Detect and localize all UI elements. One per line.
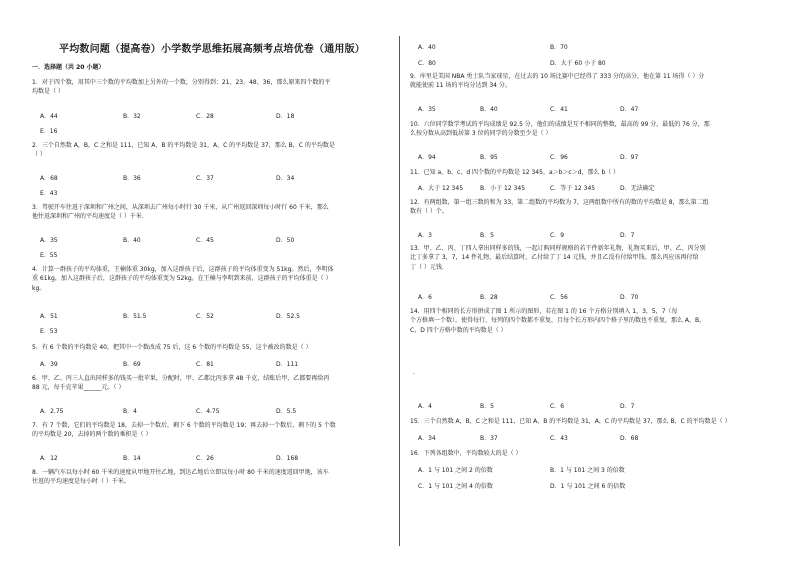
question-line: 均数是（ ） <box>32 88 64 96</box>
option: D．70 <box>620 294 639 301</box>
option: B．4 <box>123 408 137 415</box>
option: C．56 <box>550 294 568 301</box>
option: A．2.75 <box>40 408 64 415</box>
option: B．51.5 <box>123 313 147 320</box>
question-line: 13．甲、乙、丙、丁四人拿出同样多的钱，一起订购同样规格的若干件新年礼物，礼物买来后，甲、乙、丙分别 <box>410 245 706 252</box>
question-line: 11．已知 a、b、c、d 四个数的平均数是 12 345，a＞b＞c＞d，那么 b（ ） <box>410 169 620 176</box>
option: B．95 <box>480 154 498 161</box>
option: D．5.5 <box>276 408 297 415</box>
option: A．4 <box>418 403 432 410</box>
option: C．81 <box>196 361 214 368</box>
question-line: 15．三个自然数 A，B，C 之和是 111，已知 A，B 的平均数是 31，A，C 的平均数是 37，那么 B，C 的平均数是（ ） <box>410 418 731 425</box>
question-16 <box>410 449 766 458</box>
question-line: 8．一辆汽车以每小时 60 千米的速度从甲地开往乙地，到达乙地后立即以每小时 80 千米的速度返回甲地，该车 <box>32 469 329 476</box>
option: B．小于 12 345 <box>480 185 526 192</box>
option: D．34 <box>276 175 295 182</box>
option: B．70 <box>550 44 568 51</box>
question-line: 12．有两组数，第一组三数的和为 33，第二组数的平均数为 7，这两组数中所有的数的平均数是 8，那么第二组 <box>410 199 709 206</box>
option: C．80 <box>418 60 436 67</box>
option: D．7 <box>620 403 635 410</box>
question-12 <box>410 198 766 217</box>
question-line: 个方格填一个数），使得每行、每列的四个数都不重复，且每个长方形内四个格子里的数也不重复，那么 A，B， <box>410 317 706 325</box>
option: D．1 与 101 之间 6 的倍数 <box>550 483 626 490</box>
option: B．69 <box>123 361 141 368</box>
option: D．68 <box>620 435 639 442</box>
option: D．7 <box>620 232 635 239</box>
question-line: 丁（ ）元钱． <box>410 263 448 271</box>
option: D．168 <box>276 455 299 462</box>
question-line: 2．三个自然数 A，B，C 之和是 111，已知 A，B 的平均数是 31，A，C 的平均数是 37，那么 B，C 的平均数是 <box>32 142 335 149</box>
option: A．94 <box>418 154 436 161</box>
question-14 <box>410 307 766 335</box>
option: C．等于 12 345 <box>550 185 596 192</box>
question-15 <box>410 417 766 426</box>
question-line: 9．库里是美国 NBA 勇士队当家球星，在过去的 10 场比赛中已经得了 333 分的高分，他在第 11 场得（ ）分 <box>410 73 705 80</box>
option: C．96 <box>550 154 568 161</box>
option: A．3 <box>418 232 432 239</box>
question-line: 7．有 7 个数，它们的平均数是 18，去掉一个数后，剩下 6 个数的平均数是 19；再去掉一个数后，剩下的 5 个数 <box>32 422 336 429</box>
question-2 <box>32 141 392 160</box>
option: C．4.75 <box>196 408 220 415</box>
question-line: 10．六位同学数学考试的平均成绩是 92.5 分，他们的成绩是互不相同的整数，最高的 99 分，最低的 76 分，那 <box>410 121 710 128</box>
option: D．无法确定 <box>620 185 655 192</box>
question-line: 么按分数从高到低居第 3 位的同学的分数至少是（ ） <box>410 130 552 138</box>
option: B．32 <box>123 113 141 120</box>
option: A．35 <box>418 106 436 113</box>
option: B．36 <box>123 175 141 182</box>
option: C．26 <box>196 455 214 462</box>
question-line: 6．甲、乙、丙三人直出同样多的钱买一批苹果，分配时，甲、乙都比丙多拿 48 千克，结账后甲、乙都要再给丙 <box>32 375 330 382</box>
option: C．43 <box>550 435 568 442</box>
question-6 <box>32 374 392 393</box>
question-line: 他往返深圳和广州的平均速度是（ ）千米． <box>32 213 148 221</box>
option: D．97 <box>620 154 639 161</box>
question-line: 1．对于四个数，用其中三个数的平均数加上另外的一个数，分别得到：21、23、48、36，那么原来四个数的平 <box>32 79 331 86</box>
question-line: 3．驾驶开车往返于深圳和广州之间，从深圳去广州每小时行 30 千米，从广州返回深圳每小时行 60 千米，那么 <box>32 204 329 211</box>
option: A．40 <box>418 44 436 51</box>
question-line: 的平均数是 20，去掉的两个数的乘积是（ ） <box>32 431 152 439</box>
option: B．1 与 101 之间 3 的倍数 <box>550 467 625 474</box>
option: D．52.5 <box>276 313 300 320</box>
question-line: 14．用四个相同的长方形拼成了图 1 所示的图形，若在图 1 的 16 个方格分别填入 1，3，5，7（每 <box>410 308 678 315</box>
option: C．41 <box>550 106 568 113</box>
option: B．5 <box>480 403 494 410</box>
question-10 <box>410 120 766 139</box>
question-line: C，D 四个方格中数的平均数是（ ） <box>410 326 507 334</box>
stray-mark: . <box>413 369 415 376</box>
option: E．43 <box>40 190 58 197</box>
question-line: 比丁多拿了 3，7，14 件礼物，最后结算时，乙付给了丁 14 元钱，并且乙没有付给甲钱。那么丙应该再付给 <box>410 254 699 262</box>
option: D．大于 60 小于 80 <box>550 60 606 67</box>
question-3 <box>32 203 392 222</box>
option: B．37 <box>480 435 498 442</box>
option: A．51 <box>40 313 58 320</box>
option: C．37 <box>196 175 214 182</box>
question-line: 重 61kg，加入这群孩子后，这群孩子的平均体重变为 52kg。在王楠与李明到来前，这群孩子的平均体重是（ ） <box>32 275 332 283</box>
question-13 <box>410 244 766 272</box>
question-line: 就能使前 11 场的平均分达到 34 分。 <box>410 82 511 90</box>
question-line: 16．下列各组数中，平均数较大的是（ ） <box>410 450 522 457</box>
option: D．47 <box>620 106 639 113</box>
option: C．9 <box>550 232 565 239</box>
page-title: 平均数问题（提高卷）小学数学思维拓展高频考点培优卷（通用版） <box>59 44 365 55</box>
question-5 <box>32 343 392 352</box>
option: B．5 <box>480 232 494 239</box>
option: B．40 <box>123 237 141 244</box>
question-1 <box>32 78 392 97</box>
question-line: kg。 <box>32 284 46 292</box>
column-divider <box>399 36 400 546</box>
option: E．16 <box>40 128 58 135</box>
question-4 <box>32 265 392 293</box>
option: A．35 <box>40 237 58 244</box>
option: A．34 <box>418 435 436 442</box>
option: E．53 <box>40 328 58 335</box>
question-line: 5．有 6 个数的平均数是 40，把其中一个数改成 75 后，这 6 个数的平均数是 55，这个被改的数是（ ） <box>32 344 312 351</box>
question-8 <box>32 468 392 487</box>
option: B．40 <box>480 106 498 113</box>
option: B．28 <box>480 294 498 301</box>
option: B．14 <box>123 455 141 462</box>
option: C．28 <box>196 113 214 120</box>
question-7 <box>32 421 392 440</box>
option: A．68 <box>40 175 58 182</box>
question-line: 数有（ ）个。 <box>410 208 448 216</box>
question-line: （ ） <box>32 151 46 159</box>
option: A．12 <box>40 455 58 462</box>
section-heading: 一．选择题（共 20 小题） <box>32 64 105 71</box>
option: A．44 <box>40 113 58 120</box>
question-line: 88 元，每千克苹果______元。（ ） <box>32 384 125 392</box>
option: A．39 <box>40 361 58 368</box>
question-line: 往返的平均速度是每小时（ ）千米。 <box>32 478 130 486</box>
option: C．52 <box>196 313 214 320</box>
option: C．6 <box>550 403 565 410</box>
question-line: 4．计算一群孩子的平均体重，王楠体重 30kg，加入这群孩子后，这群孩子的平均体重变为 51kg。然后，李明体 <box>32 266 334 273</box>
option: C．1 与 101 之间 4 的倍数 <box>418 483 493 490</box>
option: C．45 <box>196 237 214 244</box>
option: D．50 <box>276 237 295 244</box>
option: A．6 <box>418 294 432 301</box>
option: D．18 <box>276 113 295 120</box>
option: D．111 <box>276 361 299 368</box>
question-9 <box>410 72 766 91</box>
option: A．1 与 101 之间 2 的倍数 <box>418 467 493 474</box>
question-11 <box>410 168 766 177</box>
option: A．大于 12 345 <box>418 185 464 192</box>
option: E．55 <box>40 252 58 259</box>
